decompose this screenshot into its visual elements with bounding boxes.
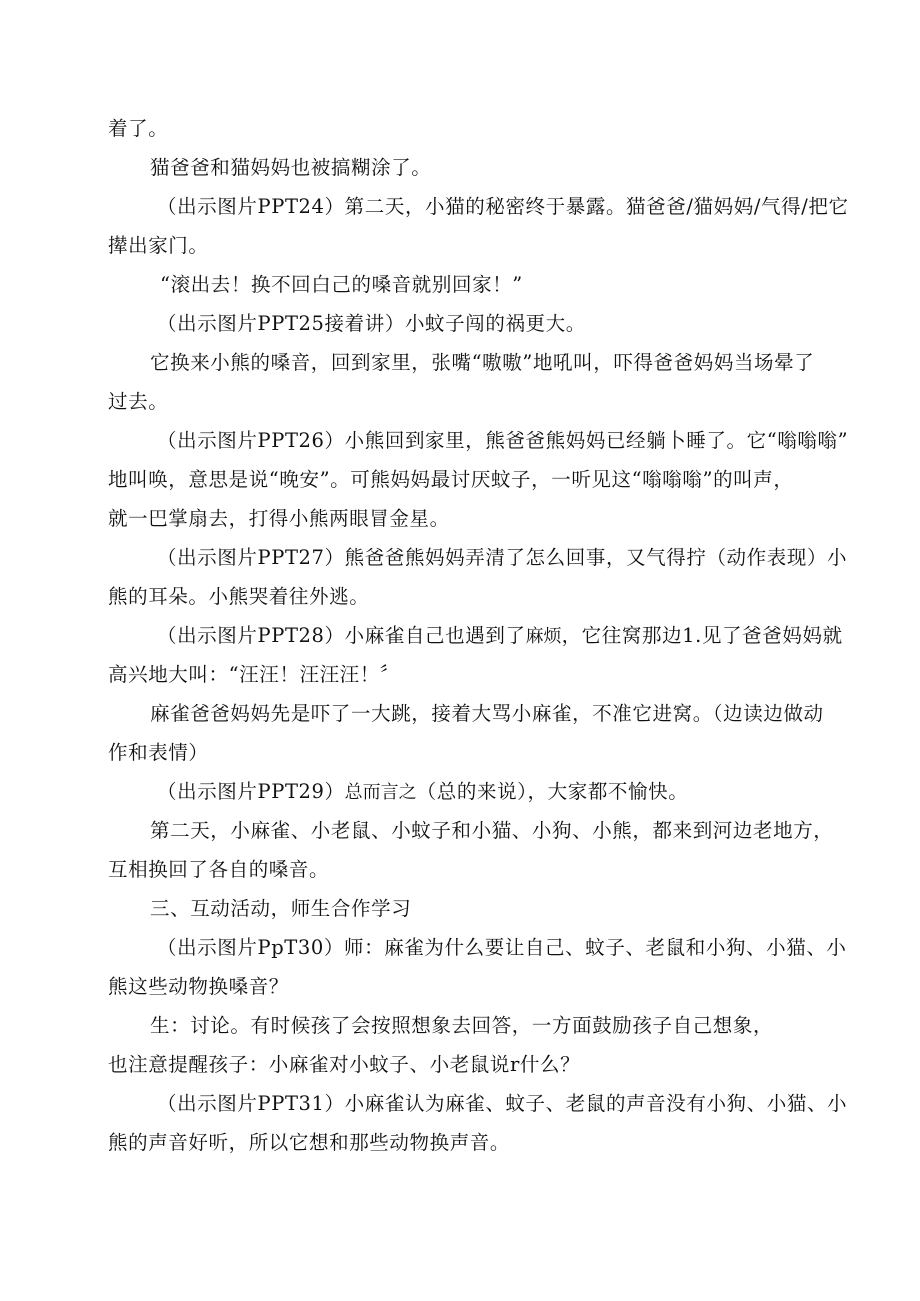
text-line: 互相换回了各自的嗓音。 [108,858,330,881]
text-line: 熊的声音好听，所以它想和那些动物换声音。 [108,1131,511,1154]
text-line: 也注意提醒孩子：小麻雀对小蚊子、小老鼠说r什么？ [108,1053,581,1076]
text-segment: （出示图片PPT28）小麻雀自己也遇到了 [157,624,526,647]
text-segment: （总的来说），大家都不愉快。 [416,780,689,803]
text-line-mixed [157,779,688,806]
section-heading: 三、互动活动，师生合作学习 [150,897,412,920]
text-line: （出示图片PPT27）熊爸爸熊妈妈弄清了怎么回事，又气得拧（动作表现）小 [157,546,848,569]
text-segment-sans: 总而言之 [344,782,417,803]
text-line: （出示图片PPT26）小熊回到家里，熊爸爸熊妈妈已经躺卜睡了。它“嗡嗡嗡” [157,429,849,452]
text-line: 生：讨论。有时候孩了会按照想象去回答，一方面鼓励孩子自己想象， [150,1014,774,1037]
text-line: （出示图片PpT30）师：麻雀为什么要让自己、蚊子、老鼠和小狗、小猫、小 [157,936,847,959]
text-segment: ，它往窝那边1.见了爸爸妈妈就 [561,624,843,647]
text-line: （出示图片PPT25接着讲）小蚊子闯的祸更大。 [157,312,586,335]
text-line: “滚出去！换不回白己的嗓音就别回家！” [160,273,523,296]
text-segment: （出示图片PPT29） [157,780,345,803]
text-line: 撵出家门。 [108,234,209,257]
text-line: 熊的耳朵。小熊哭着往外逃。 [108,585,370,608]
text-line: 猫爸爸和猫妈妈也被搞糊涂了。 [150,156,432,179]
text-line: 就一巴掌扇去，打得小熊两眼冒金星。 [108,507,450,530]
text-segment-sans: 麻烦 [525,626,562,647]
text-line: 作和表情） [108,741,209,764]
text-line: 它换来小熊的嗓音，回到家里，张嘴“嗷嗷”地吼叫，吓得爸爸妈妈当场晕了 [150,351,815,374]
text-line: 着了。 [108,117,169,140]
text-line: 第二天，小麻雀、小老鼠、小蚊子和小猫、小狗、小熊，都来到河边老地方， [150,819,834,842]
text-line: 过去。 [108,390,169,413]
text-line: （出示图片PPT31）小麻雀认为麻雀、蚊子、老鼠的声音没有小狗、小猫、小 [157,1092,848,1115]
text-line: 麻雀爸爸妈妈先是吓了一大跳，接着大骂小麻雀，不准它进窝。（边读边做动 [150,702,824,725]
text-line-mixed [157,623,843,650]
text-line: 地叫唤，意思是说“晚安”。可熊妈妈最讨厌蚊子，一听见这“嗡嗡嗡”的叫声， [108,468,794,491]
text-line: （出示图片PPT24）第二天，小猫的秘密终于暴露。猫爸爸/猫妈妈/气得/把它 [157,195,849,218]
text-line: 熊这些动物换嗓音？ [108,975,289,998]
text-line: 高兴地大叫：“汪汪！汪汪汪！〞 [108,663,400,686]
